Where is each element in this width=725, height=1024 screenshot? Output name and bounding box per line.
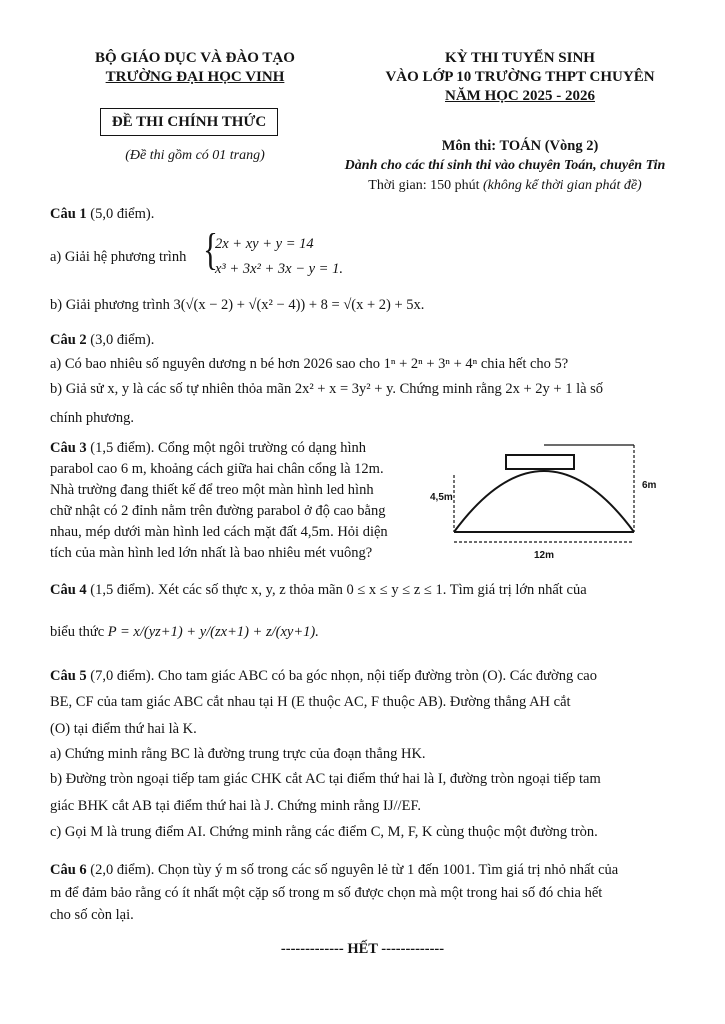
system-brace: { — [203, 225, 218, 274]
q6-text-3: cho số còn lại. — [50, 907, 134, 923]
q2a-text: a) Có bao nhiêu số nguyên dương n bé hơn 2026 sao cho 1ⁿ + 2ⁿ + 3ⁿ + 4ⁿ chia hết cho 5? — [50, 356, 569, 372]
q5c-text: c) Gọi M là trung điểm AI. Chứng minh rằng các điểm C, M, F, K cùng thuộc một đường tròn. — [50, 824, 598, 840]
q6-text-1: Chọn tùy ý m số trong các số nguyên lẻ từ 1 đến 1001. Tìm giá trị nhỏ nhất của — [154, 862, 619, 878]
audience-line: Dành cho các thí sinh thi vào chuyên Toán, chuyên Tin — [344, 158, 666, 173]
parabola-curve — [454, 471, 634, 532]
q3-text-3: Nhà trường đang thiết kế để treo một màn hình led hình — [50, 482, 374, 498]
q2-title: Câu 2 — [50, 332, 87, 348]
q1b-label: b) Giải phương trình — [50, 297, 170, 313]
q3-line-1 — [50, 439, 366, 458]
q5b-text-2: giác BHK cắt AB tại điểm thứ hai là J. Chứng minh rằng IJ//EF. — [50, 798, 421, 814]
label-6m: 6m — [642, 480, 657, 491]
label-4-5m: 4,5m — [430, 492, 453, 503]
q2-points: (3,0 điểm). — [90, 332, 155, 348]
q5-text-2: BE, CF của tam giác ABC cắt nhau tại H (E thuộc AC, F thuộc AB). Đường thẳng AH cắt — [50, 694, 571, 710]
q2b-text-1: b) Giả sử x, y là các số tự nhiên thỏa mãn 2x² + x = 3y² + y. Chứng minh rằng 2x + 2y + 1 là số — [50, 381, 604, 397]
q6-points: (2,0 điểm). — [90, 862, 155, 878]
led-screen-rect — [506, 455, 574, 469]
q5-title: Câu 5 — [50, 668, 87, 684]
q4-text-2: biểu thức — [50, 624, 105, 640]
q6-title: Câu 6 — [50, 862, 87, 878]
q5a-text: a) Chứng minh rằng BC là đường trung trực của đoạn thẳng HK. — [50, 746, 426, 762]
q4-line-1 — [50, 581, 587, 600]
page-count-note: (Đề thi gồm có 01 trang) — [125, 148, 265, 163]
time-note: (không kể thời gian phát đề) — [483, 178, 642, 193]
q4-expression: P = x/(yz+1) + y/(zx+1) + z/(xy+1). — [107, 624, 319, 640]
official-exam-box: ĐỀ THI CHÍNH THỨC — [100, 108, 278, 136]
q5-text-1: Cho tam giác ABC có ba góc nhọn, nội tiếp đường tròn (O). Các đường cao — [154, 668, 597, 684]
q1-heading — [50, 205, 154, 224]
label-12m: 12m — [534, 550, 555, 561]
q1a-text: a) Giải hệ phương trình — [50, 249, 187, 265]
exam-subtitle: VÀO LỚP 10 TRƯỜNG THPT CHUYÊN — [385, 69, 655, 85]
q1b-line — [50, 296, 424, 315]
q5b-text-1: b) Đường tròn ngoại tiếp tam giác CHK cắt AC tại điểm thứ hai là I, đường tròn ngoại tiếp tam — [50, 771, 601, 787]
school-year: NĂM HỌC 2025 - 2026 — [445, 88, 595, 104]
q5-points: (7,0 điểm). — [90, 668, 155, 684]
q1a-eq2: x³ + 3x² + 3x − y = 1. — [215, 261, 343, 277]
q3-text-2: parabol cao 6 m, khoảng cách giữa hai chân cổng là 12m. — [50, 461, 384, 477]
q3-points: (1,5 điểm). — [90, 440, 155, 456]
q4-title: Câu 4 — [50, 582, 87, 598]
q5-line-1 — [50, 667, 597, 686]
q1-points: (5,0 điểm). — [90, 206, 155, 222]
q3-text-6: tích của màn hình led lớn nhất là bao nhiêu mét vuông? — [50, 545, 373, 561]
exam-title: KỲ THI TUYỂN SINH — [445, 50, 595, 66]
q5-text-3: (O) tại điểm thứ hai là K. — [50, 721, 197, 737]
q1a-eq1: 2x + xy + y = 14 — [215, 236, 314, 252]
time-line — [330, 176, 680, 195]
q4-points: (1,5 điểm). — [90, 582, 155, 598]
q1b-equation: 3(√(x − 2) + √(x² − 4)) + 8 = √(x + 2) + 5x. — [173, 297, 425, 313]
q3-title: Câu 3 — [50, 440, 87, 456]
gate-figure — [428, 440, 668, 570]
q3-text-5: nhau, mép dưới màn hình led cách mặt đất 4,5m. Hỏi diện — [50, 524, 388, 540]
ministry-title: BỘ GIÁO DỤC VÀ ĐÀO TẠO — [95, 50, 295, 66]
q6-line-1 — [50, 861, 618, 880]
q4-text-1: Xét các số thực x, y, z thỏa mãn 0 ≤ x ≤ y ≤ z ≤ 1. Tìm giá trị lớn nhất của — [154, 582, 587, 598]
q4-line-2 — [50, 623, 319, 642]
q2b-text-2: chính phương. — [50, 410, 134, 426]
end-marker: ------------- HẾT ------------- — [280, 941, 445, 957]
q1-title: Câu 1 — [50, 206, 87, 222]
time-label: Thời gian: 150 phút — [368, 178, 480, 193]
q3-text-4: chữ nhật có 2 đỉnh nằm trên đường parabol ở độ cao bằng — [50, 503, 386, 519]
q3-text-1: Cổng một ngôi trường có dạng hình — [154, 440, 366, 456]
q6-text-2: m để đảm bảo rằng có ít nhất một cặp số trong m số được chọn mà một trong hai số đó chia hết — [50, 885, 603, 901]
subject-line: Môn thi: TOÁN (Vòng 2) — [441, 138, 599, 154]
university-title: TRƯỜNG ĐẠI HỌC VINH — [105, 69, 285, 85]
q2-heading — [50, 331, 154, 350]
